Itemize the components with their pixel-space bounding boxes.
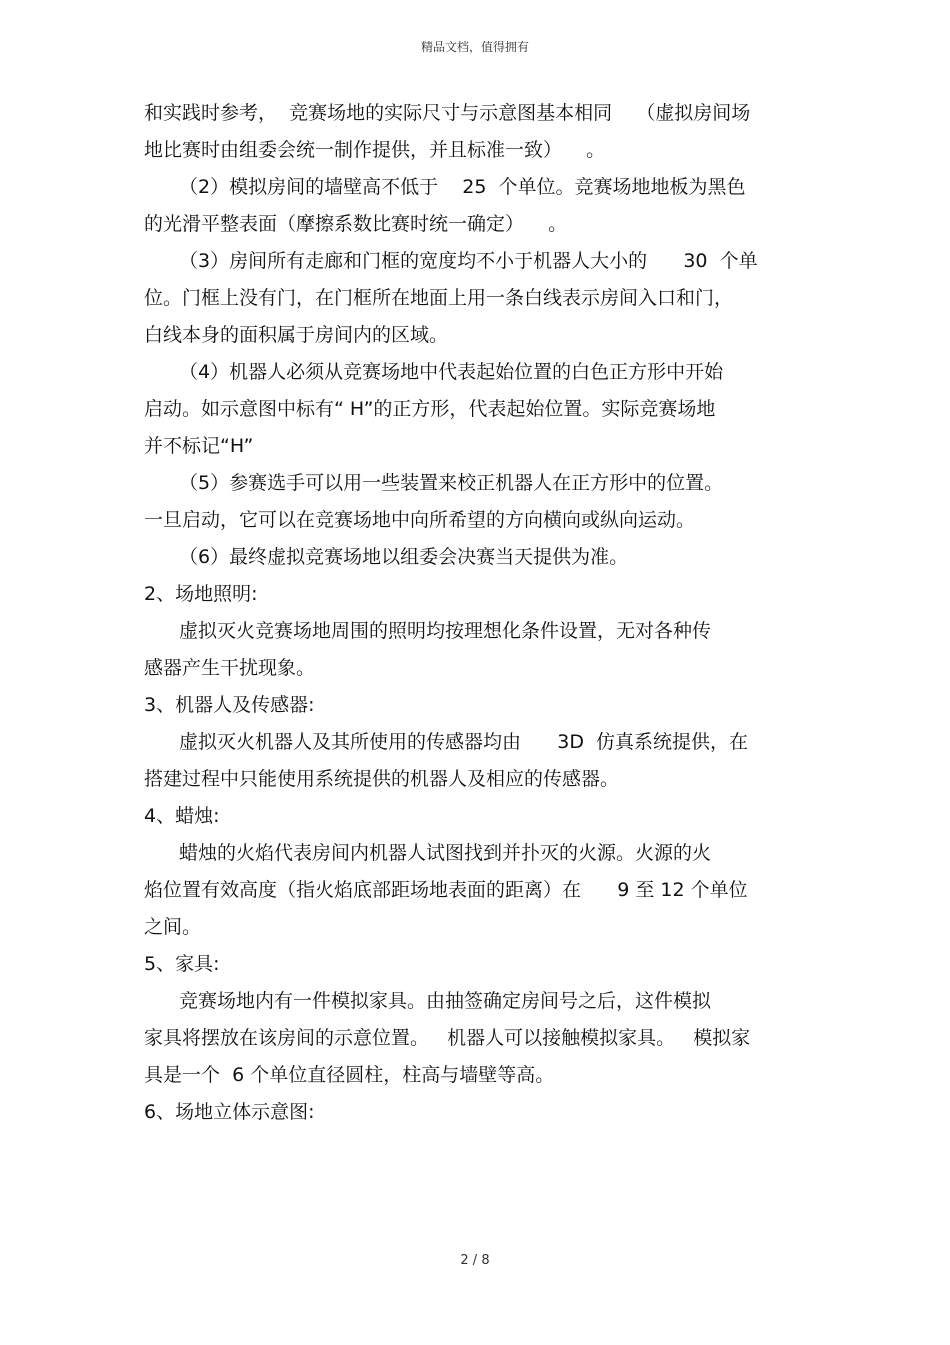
- text-line: 启动。如示意图中标有“ H”的正方形，代表起始位置。实际竞赛场地: [144, 398, 716, 420]
- text-line: 焰位置有效高度（指火焰底部距场地表面的距离）在 9 至 12 个单位: [144, 879, 748, 901]
- text-line: 感器产生干扰现象。: [144, 657, 316, 679]
- text-line: 之间。: [144, 916, 202, 938]
- text-line: 位。门框上没有门，在门框所在地面上用一条白线表示房间入口和门，: [144, 287, 734, 309]
- page-number: 2 / 8: [460, 1253, 490, 1268]
- section-heading: 2、场地照明:: [144, 583, 258, 605]
- text-line: 虚拟灭火竞赛场地周围的照明均按理想化条件设置，无对各种传: [179, 620, 712, 642]
- text-line: 一旦启动，它可以在竞赛场地中向所希望的方向横向或纵向运动。: [144, 509, 696, 531]
- text-line: （6）最终虚拟竞赛场地以组委会决赛当天提供为准。: [179, 546, 629, 568]
- text-line: 地比赛时由组委会统一制作提供，并且标准一致） 。: [144, 139, 606, 161]
- text-line: （3）房间所有走廊和门框的宽度均不小于机器人大小的 30 个单: [179, 250, 758, 272]
- text-line: 和实践时参考， 竞赛场地的实际尺寸与示意图基本相同 （虚拟房间场: [144, 102, 751, 124]
- text-line: 具是一个 6 个单位直径圆柱，柱高与墙壁等高。: [144, 1064, 555, 1086]
- text-line: 竞赛场地内有一件模拟家具。由抽签确定房间号之后，这件模拟: [179, 990, 712, 1012]
- text-line: （4）机器人必须从竞赛场地中代表起始位置的白色正方形中开始: [179, 361, 724, 383]
- page-header: 精品文档，值得拥有: [420, 40, 529, 54]
- section-heading: 4、蜡烛:: [144, 805, 220, 827]
- text-line: 搭建过程中只能使用系统提供的机器人及相应的传感器。: [144, 768, 620, 790]
- text-line: 的光滑平整表面（摩擦系数比赛时统一确定） 。: [144, 213, 568, 235]
- text-line: 家具将摆放在该房间的示意位置。 机器人可以接触模拟家具。 模拟家: [144, 1027, 751, 1049]
- document-body: [144, 95, 814, 1131]
- text-line: 白线本身的面积属于房间内的区域。: [144, 324, 449, 346]
- text-line: 蜡烛的火焰代表房间内机器人试图找到并扑灭的火源。火源的火: [179, 842, 712, 864]
- section-heading: 3、机器人及传感器:: [144, 694, 315, 716]
- text-line: （2）模拟房间的墙壁高不低于 25 个单位。竞赛场地地板为黑色: [179, 176, 746, 198]
- section-heading: 5、家具:: [144, 953, 220, 975]
- text-line: 并不标记“H”: [144, 435, 254, 457]
- text-line: （5）参赛选手可以用一些装置来校正机器人在正方形中的位置。: [179, 472, 724, 494]
- text-line: 虚拟灭火机器人及其所使用的传感器均由 3D 仿真系统提供，在: [179, 731, 749, 753]
- section-heading: 6、场地立体示意图:: [144, 1101, 315, 1123]
